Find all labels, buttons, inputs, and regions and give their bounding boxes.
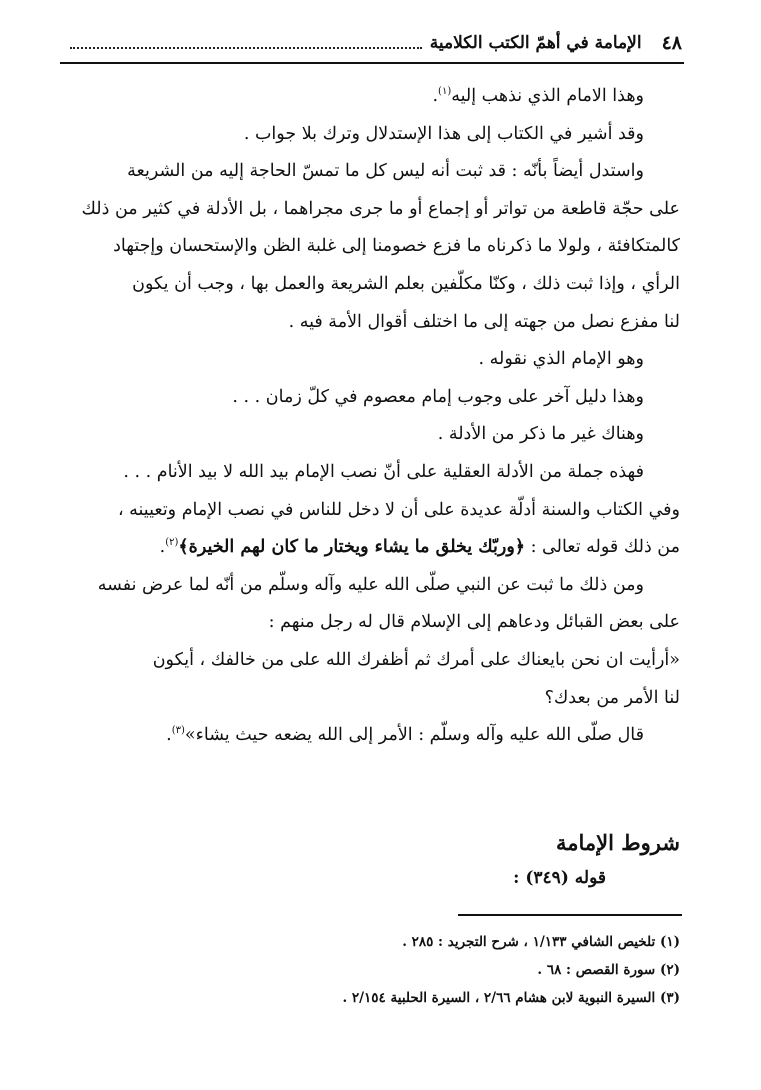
text-line: لنا الأمر من بعدك؟ [544,687,680,708]
text-line: من ذلك قوله تعالى : ﴿وربّك يخلق ما يشاء ويختار ما كان لهم الخيرة﴾$^{(٢)}$. [159,537,680,558]
text-line: على حجّة قاطعة من تواتر أو إجماع أو ما جرى مجراهما ، بل الأدلة في كثير من ذلك [81,198,680,219]
text-line: كالمتكافئة ، ولولا ما ذكرناه ما فزع خصومنا إلى غلبة الظن والإستحسان وإجتهاد [113,236,680,257]
text-line: وهذا دليل آخر على وجوب إمام معصوم في كلّ زمان . . . [232,386,644,407]
text-line: ومن ذلك ما ثبت عن النبي صلّى الله عليه وآله وسلّم من أنّه لما عرض نفسه [97,574,644,595]
text-line: وهناك غير ما ذكر من الأدلة . [437,424,644,445]
text-line: وقد أشير في الكتاب إلى هذا الإستدلال وترك بلا جواب . [243,123,644,144]
quote-reference: قوله (٣٤٩) : [513,868,606,888]
footnote-rule [458,914,682,916]
text-line: فهذه جملة من الأدلة العقلية على أنّ نصب الإمام بيد الله لا بيد الأنام . . . [123,461,644,482]
footnote: (٣) السيرة النبوية لابن هشام ٢/٦٦ ، السيرة الحلبية ٢/١٥٤ . [342,990,680,1006]
footnote: (٢) سورة القصص : ٦٨ . [537,962,680,978]
footnote-ref: (١) [438,86,452,98]
text-line: واستدل أيضاً بأنّه : قد ثبت أنه ليس كل ما تمسّ الحاجة إليه من الشريعة [127,161,644,182]
footnote-ref: (٢) [165,537,179,549]
page-number: ٤٨ [661,32,682,54]
quran-verse: ﴿وربّك يخلق ما يشاء ويختار ما كان لهم الخيرة﴾ [178,537,526,558]
text-line: وهو الإمام الذي نقوله . [478,349,644,370]
footnote-ref: (٣) [171,725,185,737]
text-line: لنا مفزع نصل من جهته إلى ما اختلف أقوال الأمة فيه . [288,311,680,332]
footnote: (١) تلخيص الشافي ١/١٣٣ ، شرح التجريد : ٢٨٥ . [402,934,680,950]
header-dot-leader [70,45,422,49]
text-line: «أرأيت ان نحن بايعناك على أمرك ثم أظفرك الله على من خالفك ، أيكون [152,649,680,670]
header-title: الإمامة في أهمّ الكتب الكلامية [429,33,642,53]
text-line: الرأي ، وإذا ثبت ذلك ، وكنّا مكلّفين بعلم الشريعة والعمل بها ، وجب أن يكون [132,273,680,294]
footnotes [66,928,680,1012]
header-rule [60,62,684,64]
main-text [66,78,680,755]
text-line: وفي الكتاب والسنة أدلّة عديدة على أن لا دخل للناس في نصب الإمام وتعيينه ، [117,499,680,520]
running-header [62,28,682,58]
text-line: قال صلّى الله عليه وآله وسلّم : الأمر إلى الله يضعه حيث يشاء»$^{(٣)}$. [166,725,644,746]
text-line: على بعض القبائل ودعاهم إلى الإسلام قال له رجل منهم : [268,612,680,633]
text-line: وهذا الامام الذي نذهب إليه$^{(١)}$. [432,86,644,106]
section-heading: شروط الإمامة [555,830,680,855]
